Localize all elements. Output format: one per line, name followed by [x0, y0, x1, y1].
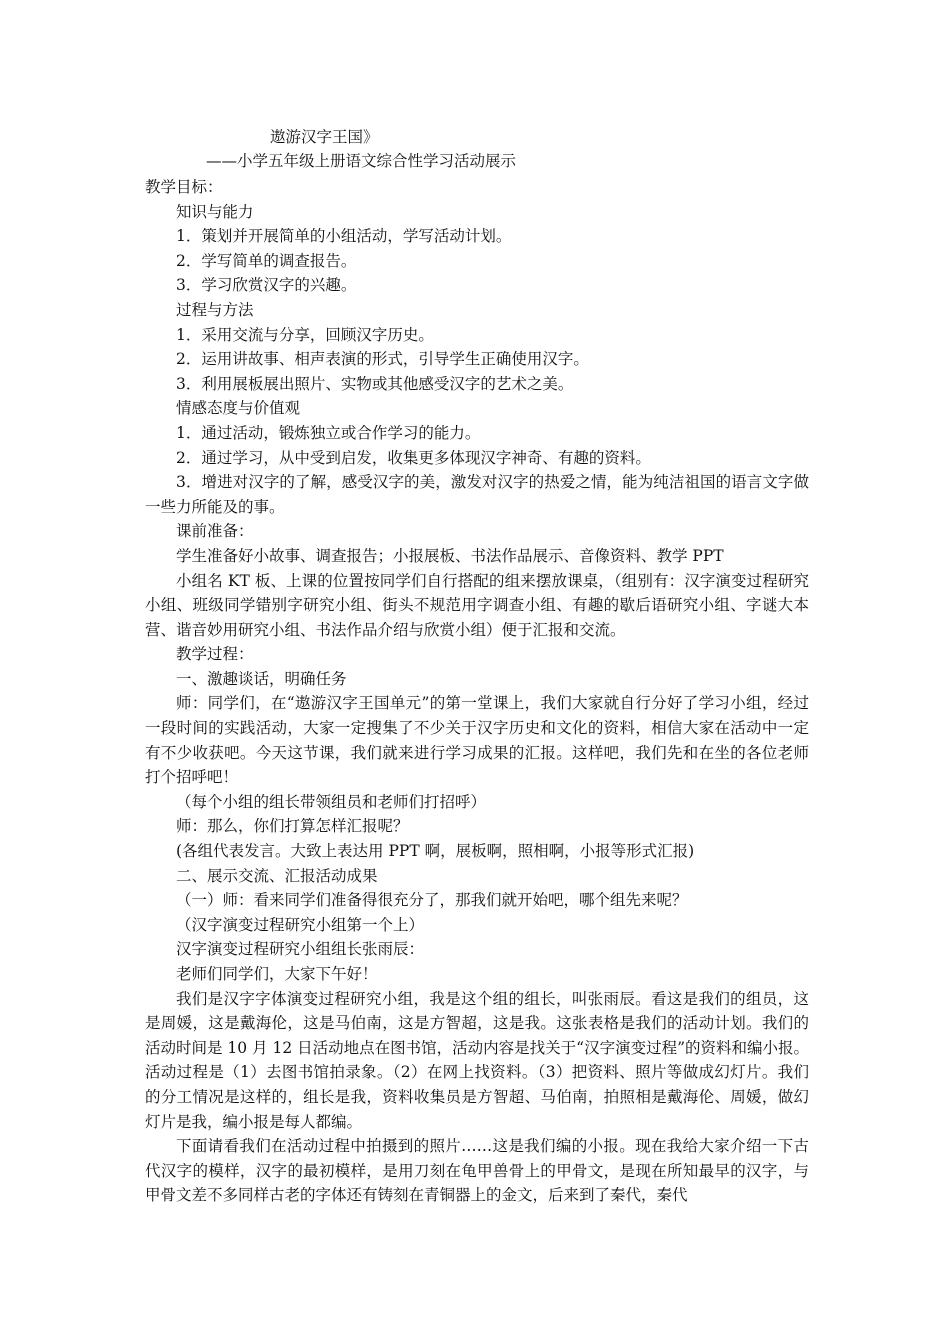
- paragraph: 一、激趣谈话，明确任务: [176, 669, 347, 688]
- paragraph: （一）师：看来同学们准备得很充分了，那我们就开始吧，哪个组先来呢？: [176, 891, 688, 910]
- paragraph: 2．通过学习，从中受到启发，收集更多体现汉字神奇、有趣的资料。: [176, 448, 651, 467]
- paragraph: 1．通过活动，锻炼独立或合作学习的能力。: [176, 423, 481, 442]
- paragraph: 课前准备：: [176, 522, 254, 541]
- document-title: 遨游汉字王国》: [270, 128, 379, 146]
- paragraph: 3．增进对汉字的了解，感受汉字的美，激发对汉字的热爱之情，能为纯洁祖国的语言文字做一些力所能及的事。: [145, 473, 809, 516]
- paragraph: 教学过程：: [176, 645, 254, 664]
- paragraph: 二、展示交流、汇报活动成果: [176, 866, 378, 885]
- paragraph: （每个小组的组长带领组员和老师们打招呼）: [176, 792, 487, 811]
- paragraph: 汉字演变过程研究小组组长张雨辰：: [176, 940, 425, 959]
- paragraph: 我们是汉字字体演变过程研究小组，我是这个组的组长，叫张雨辰。看这是我们的组员，这是周媛，这是戴海伦，这是马伯南，这是方智超，这是我。这张表格是我们的活动计划。我们的活动时间是 10 月 12 日活动地点在图书馆，活动内容是找关于“汉字演变过程”的资料和编小报。活动过程是（1）去图书馆拍录象。（2）在网上找资料。（3）把资料、照片等做成幻灯片。我们的分工情况是这样的，组长是我，资料收集员是方智超、马伯南，拍照相是戴海伦、周媛，做幻灯片是我，编小报是每人都编。: [145, 989, 810, 1131]
- paragraph: 知识与能力: [176, 202, 254, 221]
- paragraph: 学生准备好小故事、调查报告；小报展板、书法作品展示、音像资料、教学 PPT: [176, 546, 724, 565]
- paragraph: 下面请看我们在活动过程中拍摄到的照片……这是我们编的小报。现在我给大家介绍一下古代汉字的模样，汉字的最初模样，是用刀刻在龟甲兽骨上的甲骨文，是现在所知最早的汉字，与甲骨文差不多同样古老的字体还有铸刻在青铜器上的金文，后来到了秦代，秦代: [145, 1137, 809, 1205]
- paragraph: （汉字演变过程研究小组第一个上）: [176, 915, 425, 934]
- paragraph: 过程与方法: [176, 300, 254, 319]
- paragraph: 2．运用讲故事、相声表演的形式，引导学生正确使用汉字。: [176, 350, 589, 369]
- paragraph: 老师们同学们，大家下午好！: [176, 965, 378, 983]
- paragraph: 师：同学们，在“遨游汉字王国单元”的第一堂课上，我们大家就自行分好了学习小组，经过一段时间的实践活动，大家一定搜集了不少关于汉字历史和文化的资料，相信大家在活动中一定有不少收获吧。今天这节课，我们就来进行学习成果的汇报。这样吧，我们先和在坐的各位老师打个招呼吧！: [145, 694, 809, 787]
- paragraph: 2．学写简单的调查报告。: [176, 251, 357, 270]
- paragraph: 3．学习欣赏汉字的兴趣。: [176, 276, 357, 295]
- document-body: [145, 175, 809, 1208]
- document-subtitle: ——小学五年级上册语文综合性学习活动展示: [206, 152, 517, 170]
- paragraph: 情感态度与价值观: [176, 399, 301, 418]
- paragraph: 1．采用交流与分享，回顾汉字历史。: [176, 325, 434, 344]
- paragraph: 师：那么，你们打算怎样汇报呢？: [176, 817, 409, 836]
- paragraph: 教学目标：: [145, 178, 223, 196]
- paragraph: (各组代表发言。大致上表达用 PPT 啊，展板啊，照相啊，小报等形式汇报): [176, 842, 695, 861]
- paragraph: 1．策划并开展简单的小组活动，学写活动计划。: [176, 227, 512, 246]
- paragraph: 小组名 KT 板、上课的位置按同学们自行搭配的组来摆放课桌，（组别有：汉字演变过程研究小组、班级同学错别字研究小组、街头不规范用字调查小组、有趣的歇后语研究小组、字谜大本营、谐音妙用研究小组、书法作品介绍与欣赏小组）便于汇报和交流。: [145, 571, 809, 639]
- paragraph: 3．利用展板展出照片、实物或其他感受汉字的艺术之美。: [176, 374, 574, 393]
